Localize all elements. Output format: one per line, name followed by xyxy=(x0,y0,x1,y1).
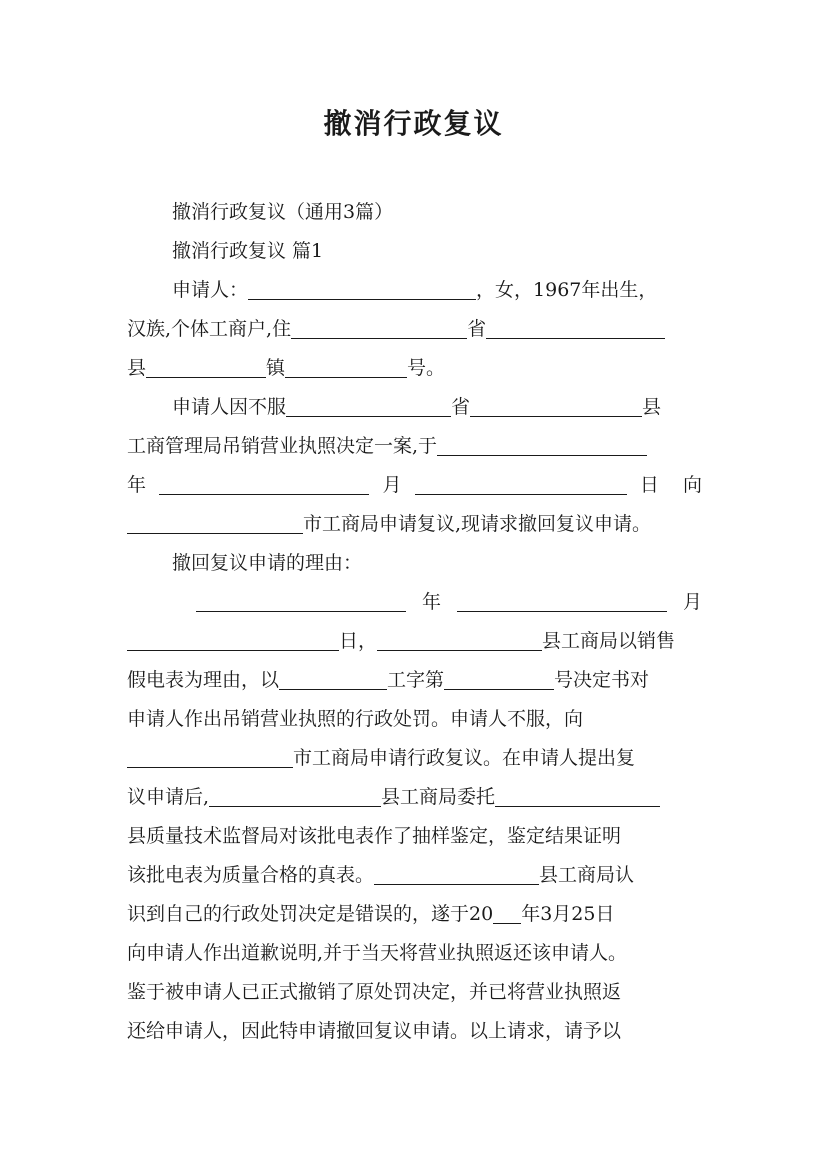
blank-field xyxy=(127,632,339,651)
paragraph-line: 申请人： ，女，1967年出生， xyxy=(172,279,658,301)
paragraph-line: 年 月 日 向 xyxy=(127,474,702,496)
paragraph-line: 议申请后, 县工商局委托 xyxy=(127,782,702,812)
paragraph-line: 县 镇 号。 xyxy=(127,357,446,379)
paragraph-line: 向申请人作出道歉说明,并于当天将营业执照返还该申请人。 xyxy=(127,942,628,964)
blank-field xyxy=(415,476,627,495)
reason-heading: 撤回复议申请的理由： xyxy=(172,552,363,574)
paragraph-line: 申请人作出吊销营业执照的行政处罚。申请人不服，向 xyxy=(127,708,584,730)
blank-field xyxy=(196,593,406,612)
blank-field xyxy=(457,593,667,612)
blank-field xyxy=(444,671,554,690)
paragraph-line: 汉族,个体工商户,住 省 xyxy=(127,314,702,344)
section-heading: 撤消行政复议 篇1 xyxy=(172,240,324,262)
blank-field xyxy=(285,359,407,378)
subtitle: 撤消行政复议（通用3篇） xyxy=(172,201,394,223)
blank-field xyxy=(159,476,369,495)
paragraph-line: 还给申请人，因此特申请撤回复议申请。以上请求，请予以 xyxy=(127,1020,622,1042)
paragraph-line: 识到自己的行政处罚决定是错误的，遂于20 年3月25日 xyxy=(127,903,615,925)
blank-field xyxy=(291,320,467,339)
paragraph-line: 市工商局申请复议,现请求撤回复议申请。 xyxy=(127,509,702,539)
paragraph-line: 日， 县工商局以销售 xyxy=(127,626,702,656)
blank-field xyxy=(209,788,381,807)
blank-field xyxy=(374,866,539,885)
blank-field xyxy=(470,398,642,417)
blank-field xyxy=(248,281,476,300)
blank-field xyxy=(279,671,387,690)
paragraph-line: 鉴于被申请人已正式撤销了原处罚决定，并已将营业执照返 xyxy=(127,981,622,1003)
document-title: 撤消行政复议 xyxy=(323,107,504,140)
paragraph-line: 年 月 xyxy=(196,587,702,617)
blank-field xyxy=(146,359,266,378)
blank-field xyxy=(127,749,293,768)
blank-field xyxy=(377,632,542,651)
paragraph-line: 县质量技术监督局对该批电表作了抽样鉴定，鉴定结果证明 xyxy=(127,825,622,847)
paragraph-line: 工商管理局吊销营业执照决定一案,于 xyxy=(127,431,702,461)
blank-field xyxy=(437,437,647,456)
blank-field xyxy=(286,398,451,417)
paragraph-line: 该批电表为质量合格的真表。 县工商局认 xyxy=(127,864,635,886)
blank-field xyxy=(495,788,660,807)
paragraph-line: 市工商局申请行政复议。在申请人提出复 xyxy=(127,743,702,773)
blank-field xyxy=(493,905,521,924)
blank-field xyxy=(486,320,665,339)
blank-field xyxy=(127,515,303,534)
paragraph-line: 假电表为理由，以 工字第 号决定书对 xyxy=(127,669,650,691)
paragraph-line: 申请人因不服 省 县 xyxy=(172,396,662,418)
